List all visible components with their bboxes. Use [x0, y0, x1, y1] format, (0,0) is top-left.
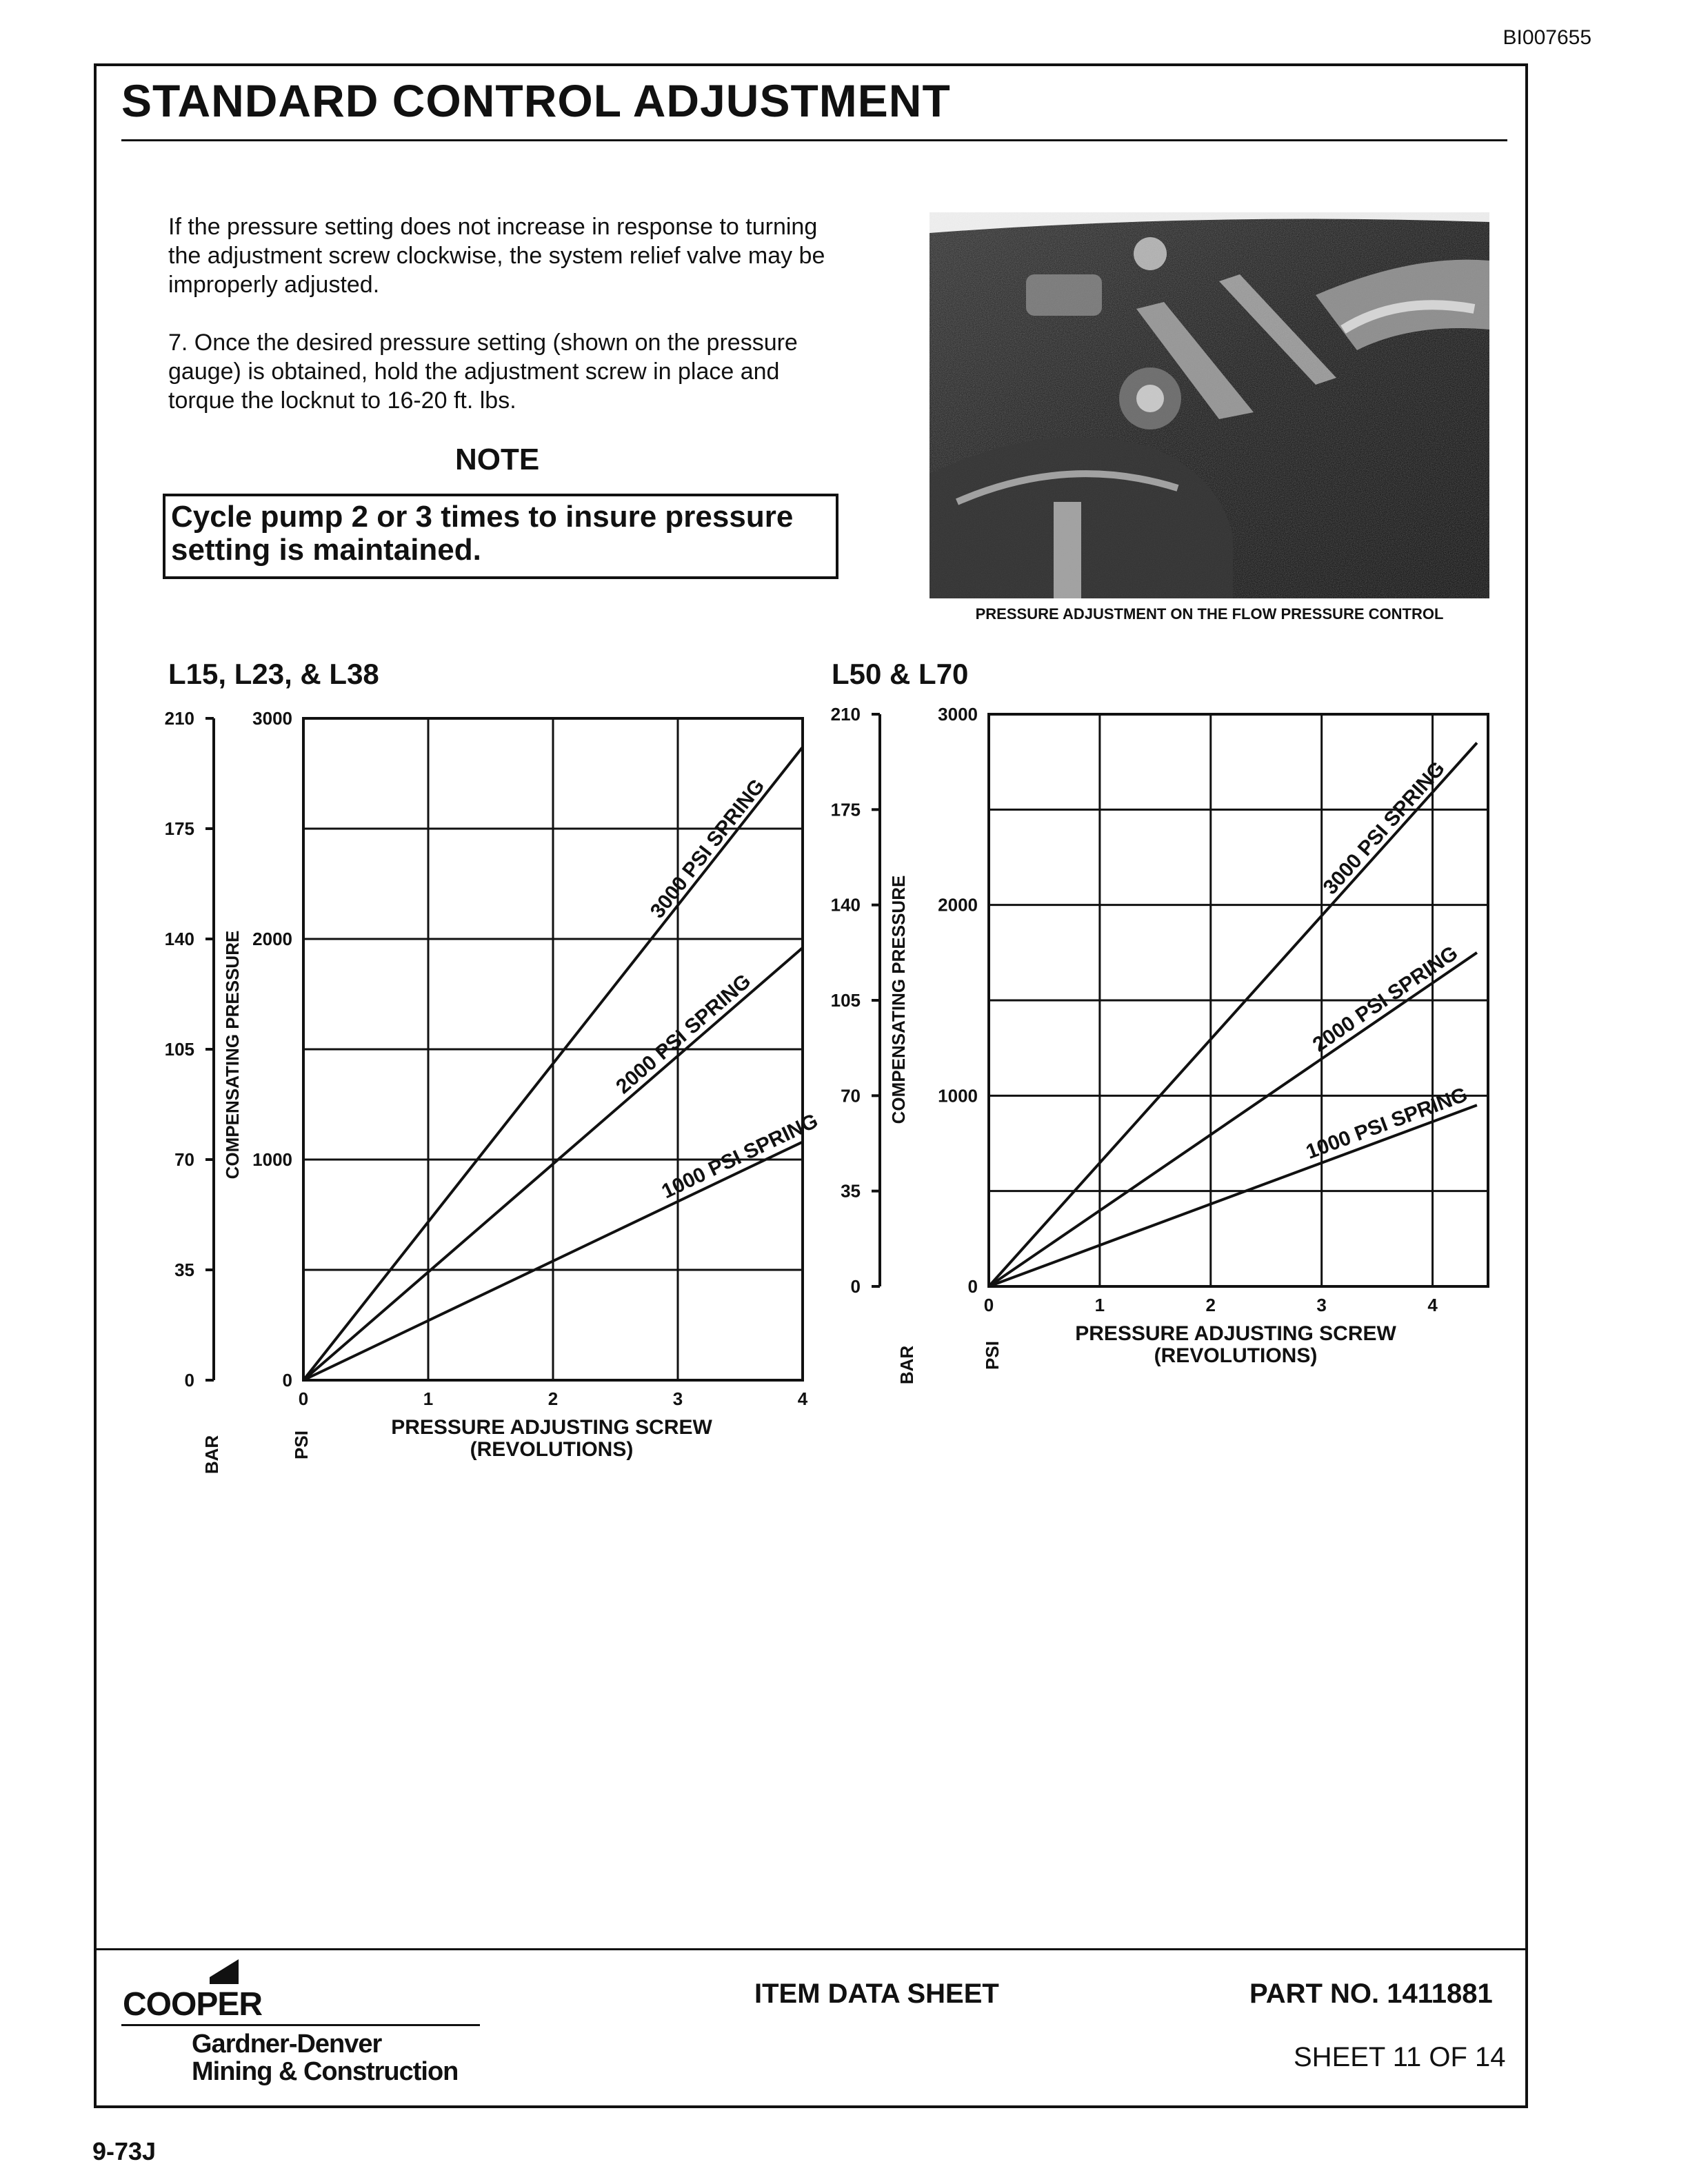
document-code: BI007655	[1503, 26, 1591, 49]
page-title: STANDARD CONTROL ADJUSTMENT	[121, 75, 951, 126]
bar-tick-label: 210	[830, 704, 861, 725]
x-tick-label: 2	[1205, 1295, 1216, 1315]
psi-tick-label: 2000	[252, 929, 292, 949]
series-label: 3000 PSI SPRING	[645, 774, 770, 923]
x-axis-title: PRESSURE ADJUSTING SCREW	[391, 1416, 712, 1439]
bar-tick-label: 105	[830, 990, 861, 1011]
bar-unit-label: BAR	[896, 1345, 917, 1385]
x-tick-label: 1	[423, 1388, 434, 1409]
bar-tick-label: 105	[164, 1039, 194, 1060]
psi-tick-label: 0	[282, 1370, 292, 1391]
sheet-type: ITEM DATA SHEET	[754, 1979, 999, 2009]
x-tick-label: 4	[797, 1388, 808, 1409]
x-tick-label: 3	[672, 1388, 683, 1409]
x-tick-label: 2	[547, 1388, 559, 1409]
note-heading: NOTE	[455, 443, 540, 476]
bar-tick-label: 175	[164, 818, 194, 839]
x-tick-label: 3	[1316, 1295, 1327, 1315]
note-text: Cycle pump 2 or 3 times to insure pressure setting is maintained.	[171, 500, 794, 567]
page-code: 9-73J	[92, 2137, 157, 2165]
y-axis-title: COMPENSATING PRESSURE	[888, 875, 909, 1124]
chart-l15-l23-l38-title: L15, L23, & L38	[168, 658, 379, 690]
photo-caption: PRESSURE ADJUSTMENT ON THE FLOW PRESSURE CONTROL	[975, 605, 1444, 623]
series-label: 2000 PSI SPRING	[612, 969, 756, 1099]
psi-tick-label: 2000	[938, 894, 978, 916]
series-line	[989, 1105, 1477, 1286]
part-number: PART NO. 1411881	[1249, 1979, 1493, 2009]
series-line	[989, 743, 1477, 1287]
paragraph-step-7: 7. Once the desired pressure setting (shown on the pressure gauge) is obtained, hold the adjustment screw in place and torque the locknut to 16-20 ft. lbs.	[168, 330, 798, 414]
bar-tick-label: 70	[174, 1149, 194, 1170]
x-tick-label: 0	[983, 1295, 994, 1315]
series-label: 1000 PSI SPRING	[658, 1109, 822, 1204]
paragraph-relief-valve: If the pressure setting does not increase in response to turning the adjustment screw clockwise, the system relief valve may be improperly adjusted.	[168, 214, 825, 298]
psi-unit-label: PSI	[291, 1430, 312, 1459]
psi-tick-label: 3000	[938, 704, 978, 725]
x-axis-title-units: (REVOLUTIONS)	[470, 1438, 634, 1461]
bar-tick-label: 35	[174, 1260, 194, 1280]
cooper-logo: COOPER	[123, 1986, 263, 2023]
x-axis-title: PRESSURE ADJUSTING SCREW	[1075, 1322, 1396, 1345]
psi-unit-label: PSI	[982, 1341, 1003, 1370]
company-name: Gardner-Denver	[192, 2030, 382, 2059]
bar-tick-label: 0	[850, 1276, 861, 1297]
bar-tick-label: 70	[841, 1085, 861, 1106]
company-division: Mining & Construction	[192, 2057, 459, 2086]
bar-tick-label: 175	[830, 799, 861, 820]
footer-divider	[97, 1948, 1527, 1950]
bar-tick-label: 140	[830, 894, 861, 916]
logo-divider	[121, 2024, 480, 2026]
x-tick-label: 4	[1427, 1295, 1438, 1315]
x-tick-label: 1	[1094, 1295, 1105, 1315]
series-label: 1000 PSI SPRING	[1303, 1083, 1471, 1164]
sheet-number: SHEET 11 OF 14	[1294, 2042, 1506, 2072]
bar-tick-label: 140	[164, 929, 194, 949]
psi-tick-label: 1000	[938, 1085, 978, 1106]
bar-tick-label: 35	[841, 1180, 861, 1202]
series-label: 3000 PSI SPRING	[1318, 757, 1450, 899]
series-label: 2000 PSI SPRING	[1308, 941, 1463, 1057]
psi-tick-label: 1000	[252, 1149, 292, 1170]
psi-tick-label: 3000	[252, 708, 292, 729]
cooper-logo-mark-icon	[207, 1957, 241, 1987]
y-axis-title: COMPENSATING PRESSURE	[222, 930, 243, 1180]
bar-unit-label: BAR	[201, 1435, 222, 1475]
x-axis-title-units: (REVOLUTIONS)	[1154, 1344, 1318, 1367]
bar-tick-label: 0	[184, 1370, 194, 1391]
bar-tick-label: 210	[164, 708, 194, 729]
psi-tick-label: 0	[967, 1276, 978, 1297]
x-tick-label: 0	[298, 1388, 309, 1409]
chart-l50-l70-title: L50 & L70	[832, 658, 969, 690]
